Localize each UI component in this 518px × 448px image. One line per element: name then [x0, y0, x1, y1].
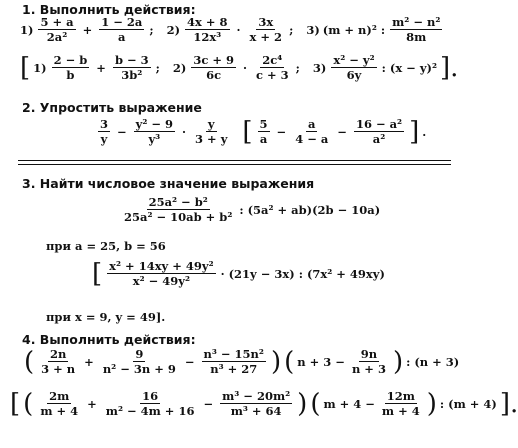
left-bracket: [ — [92, 258, 103, 289]
fraction: $\frac{\text{n³ − 15n²}}{\text{n³ + 27}}$ — [203, 347, 264, 376]
fraction: $\frac{3c + 9}{6c}$ — [193, 53, 234, 82]
fraction: $\frac{\text{x² + 14xy + 49y²}}{\text{x² − 49y²}}$ — [109, 259, 214, 288]
right-paren: ) — [270, 346, 282, 377]
item-label: 3) — [312, 60, 327, 75]
task1-line1: 1) $\frac{5 + a}{\text{2a²}}$ + $\frac{1 - 2a}{a}$ ; 2) $\frac{4x + 8}{\text{12x³}}$ · $\frac{3x}{x + 2}$ ; 3) (m + n)² : $\frac{\text{m² − n²}}{8m}$ — [20, 15, 441, 44]
right-bracket: ]. — [439, 52, 459, 83]
task2-header: 2. Упростить выражение — [22, 100, 202, 115]
fraction: $\frac{\text{2c⁴}}{c + 3}$ — [256, 53, 289, 82]
left-paren: ( — [284, 346, 295, 377]
fraction: $\frac{5}{a}$ — [259, 117, 268, 146]
left-bracket: [ — [242, 116, 253, 147]
item-label: 2) — [166, 22, 181, 37]
task3-header: 3. Найти числовое значение выражения — [22, 176, 315, 191]
left-paren: ( — [310, 388, 321, 419]
fraction: $\frac{y}{3 + y}$ — [195, 117, 228, 146]
fraction: $\frac{5 + a}{\text{2a²}}$ — [40, 15, 74, 44]
fraction: $\frac{1 - 2a}{a}$ — [101, 15, 143, 44]
right-paren: ) — [297, 388, 308, 419]
fraction: $\frac{\text{16 − a²}}{\text{a²}}$ — [355, 117, 403, 146]
fraction: $\frac{9n}{n + 3}$ — [351, 347, 386, 376]
fraction: $\frac{\text{m³ − 20m²}}{\text{m³ + 64}}$ — [222, 389, 291, 418]
fraction: $\frac{b - 3}{\text{3b²}}$ — [114, 53, 149, 82]
fraction: $\frac{2n}{3 + n}$ — [41, 347, 76, 376]
separator-line — [18, 160, 451, 161]
left-paren: ( — [23, 388, 34, 419]
fraction: $\frac{16}{\text{m² − 4m + 16}}$ — [105, 389, 195, 418]
right-bracket: ]. — [499, 388, 518, 419]
fraction: $\frac{\text{m² − n²}}{8m}$ — [392, 15, 441, 44]
task4-row-2: [ ( $\frac{2m}{m + 4}$ + $\frac{16}{\text{m² − 4m + 16}}$ − $\frac{\text{m³ − 20m²}}{\text{m³ + 64}}$ ) ( m + 4 − $\frac{12m}{m + 4}$ ) : (m + 4) ]. — [10, 388, 518, 419]
fraction: $\frac{\text{y² − 9}}{\text{y³}}$ — [135, 117, 174, 146]
left-paren: ( — [24, 346, 35, 377]
right-paren: ) — [392, 346, 404, 377]
item-label: 1) — [33, 60, 47, 75]
fraction: $\frac{2m}{m + 4}$ — [40, 389, 79, 418]
task3-condition-1: при a = 25, b = 56 — [46, 239, 166, 253]
fraction: $\frac{3}{y}$ — [100, 117, 109, 146]
fraction: $\frac{\text{x² − y²}}{6y}$ — [333, 53, 375, 82]
fraction: $\frac{4x + 8}{\text{12x³}}$ — [187, 15, 228, 44]
separator-line — [18, 164, 451, 165]
fraction: $\frac{\text{25a² − b²}}{\text{25a² − 10ab + b²}}$ — [124, 195, 233, 224]
fraction: $\frac{12m}{m + 4}$ — [381, 389, 420, 418]
fraction: $\frac{9}{\text{n² − 3n + 9}}$ — [102, 347, 176, 376]
left-bracket: [ — [20, 52, 31, 83]
right-paren: ) — [426, 388, 437, 419]
fraction: $\frac{3x}{x + 2}$ — [249, 15, 283, 44]
fraction: $\frac{2 - b}{b}$ — [53, 53, 88, 82]
item-label: 2) — [172, 60, 187, 75]
item-label: 3) — [306, 22, 320, 37]
right-bracket: ] — [409, 116, 420, 147]
item-label: 1) — [20, 22, 34, 37]
task3-condition-2: при x = 9, y = 49]. — [46, 310, 166, 324]
task2-expression: $\frac{3}{y}$ − $\frac{\text{y² − 9}}{\text{y³}}$ · $\frac{y}{3 + y}$ [ $\frac{5}{a}$ − $\frac{a}{4 - a}$ − $\frac{\text{16 − a²}}{\text{a²}}$ ] . — [100, 116, 427, 147]
task3-expression-2: [ $\frac{\text{x² + 14xy + 49y²}}{\text{x² − 49y²}}$ · (21y − 3x) : (7x² + 49xy) — [92, 258, 385, 289]
left-bracket: [ — [10, 388, 21, 419]
task1-line2: [ 1) $\frac{2 - b}{b}$ + $\frac{b - 3}{\text{3b²}}$ ; 2) $\frac{3c + 9}{6c}$ · $\frac{\text{2c⁴}}{c + 3}$ ; 3) $\frac{\text{x² − y²}}{6y}$ : (x − y)² ]. — [20, 52, 459, 83]
fraction: $\frac{a}{4 - a}$ — [295, 117, 329, 146]
task3-expression-1: $\frac{\text{25a² − b²}}{\text{25a² − 10ab + b²}}$ : (5a² + ab)(2b − 10a) — [124, 195, 381, 224]
task4-row-1: ( $\frac{2n}{3 + n}$ + $\frac{9}{\text{n² − 3n + 9}}$ − $\frac{\text{n³ − 15n²}}{\text{n³ + 27}}$ ) ( n + 3 − $\frac{9n}{n + 3}$ ) : (n + 3) — [24, 346, 460, 377]
task4-header: 4. Выполнить действия: — [22, 332, 196, 347]
task1-header: 1. Выполнить действия: — [22, 2, 196, 17]
